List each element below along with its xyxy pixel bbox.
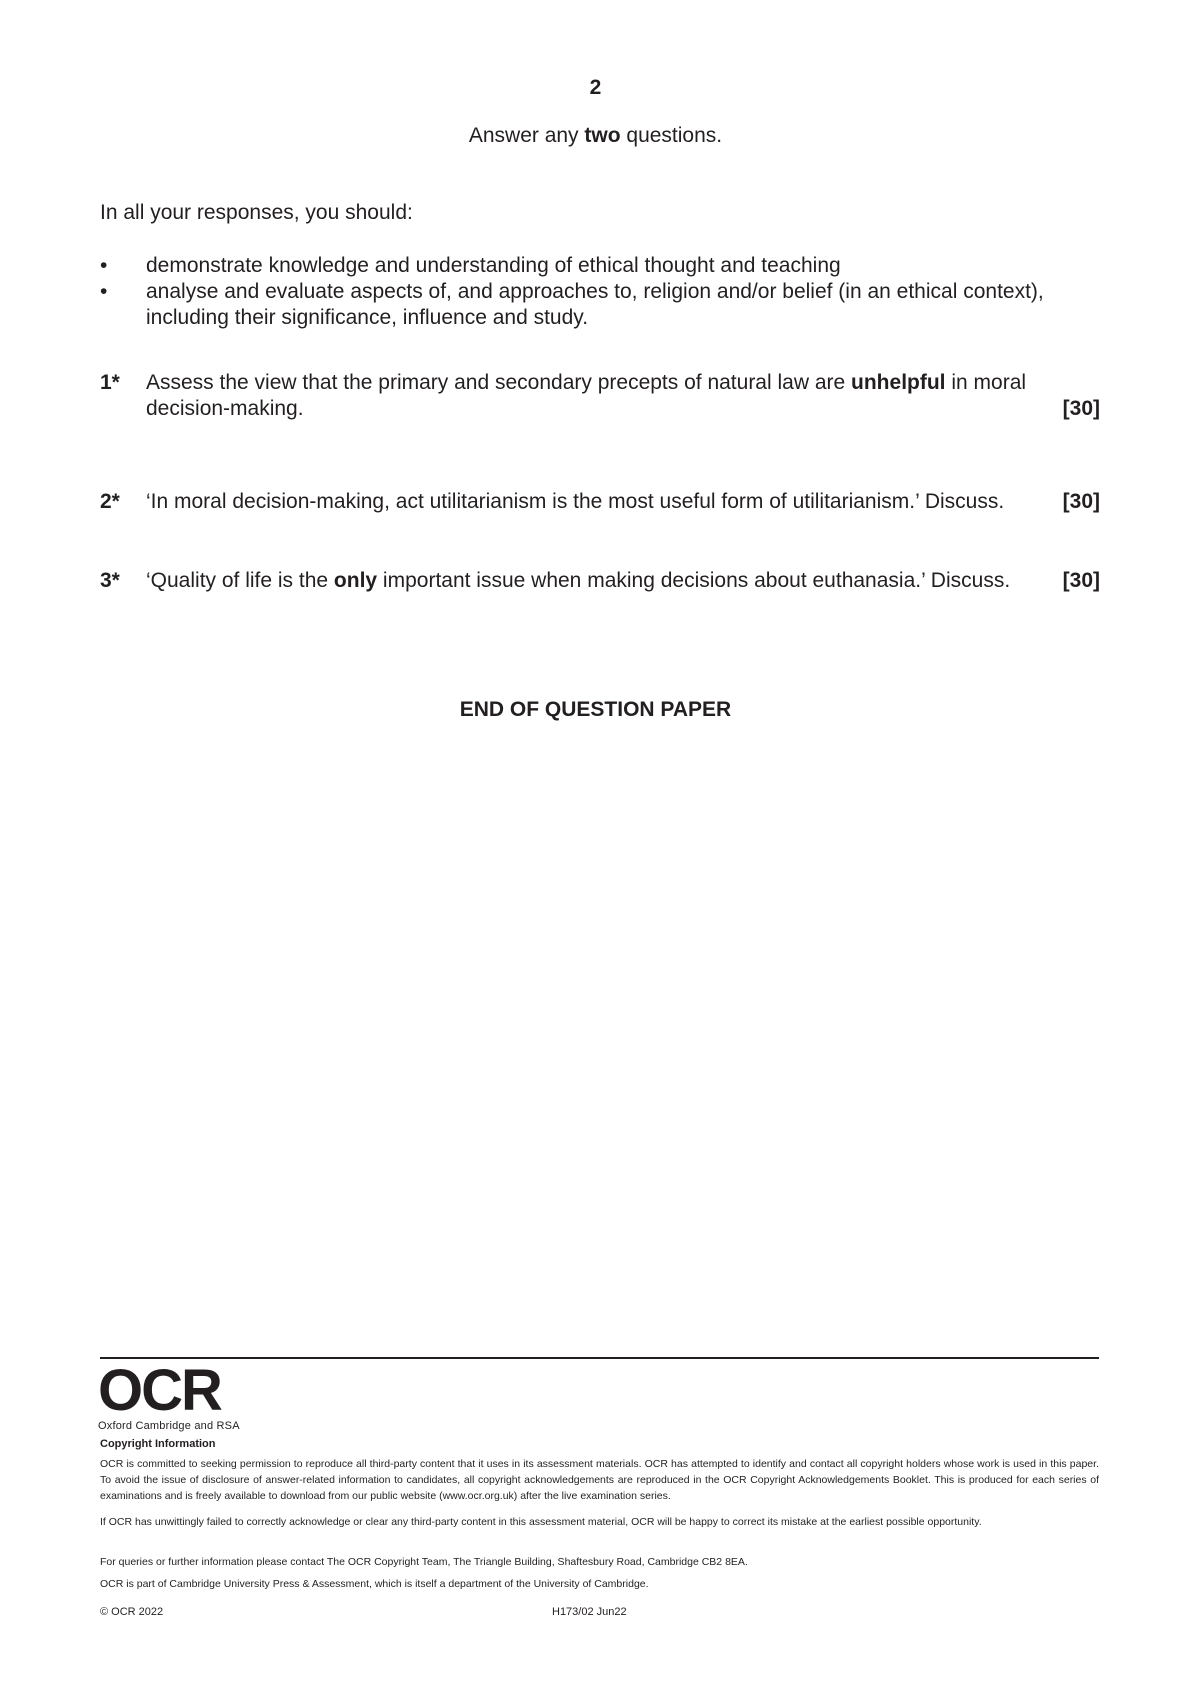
question-marks: [30]: [1062, 490, 1100, 513]
question-number: 1*: [100, 371, 120, 394]
bullet-symbol: •: [100, 254, 108, 277]
list-item: [100, 253, 1100, 279]
footer-divider: [100, 1357, 1099, 1359]
question-body: [146, 370, 1100, 422]
logo-wordmark: OCR: [98, 1358, 221, 1423]
bullet-symbol: •: [100, 280, 108, 303]
page-number: 2: [589, 76, 602, 99]
copyright-mark: © OCR 2022: [100, 1606, 164, 1618]
logo-subtitle: Oxford Cambridge and RSA: [98, 1420, 240, 1432]
question-2: [100, 489, 1100, 515]
question-body: [146, 568, 1100, 594]
copyright-paragraph: OCR is committed to seeking permission to reproduce all third-party content that it uses in its assessment materials. OCR has attempted to identify and contact all copyright holders whose work is used in this paper. To avoid the issue of disclosure of answer-related information to candidates, all copyright acknowledgements are reproduced in the OCR Copyright Acknowledgements Booklet. This is produced for each series of examinations and is freely available to download from our public website (www.ocr.org.uk) after the live examination series.: [100, 1458, 1099, 1502]
question-1: [100, 370, 1100, 422]
question-emphasis: only: [333, 569, 378, 592]
list-item: [100, 279, 1100, 331]
copyright-heading: Copyright Information: [100, 1438, 216, 1450]
instruction: [0, 124, 1191, 148]
copyright-paragraph: If OCR has unwittingly failed to correctly acknowledge or clear any third-party content in this assessment material, OCR will be happy to correct its mistake at the earliest possible opportunity.: [100, 1516, 982, 1528]
copyright-paragraph: For queries or further information please contact The OCR Copyright Team, The Triangle Building, Shaftesbury Road, Cambridge CB2 8EA.: [100, 1556, 748, 1568]
instruction-suffix: questions.: [620, 124, 723, 147]
question-text-end: important issue when making decisions about euthanasia.’ Discuss.: [377, 569, 1011, 592]
question-marks: [30]: [1062, 569, 1100, 592]
bullet-list: [100, 253, 1100, 331]
instruction-prefix: Answer any: [468, 124, 585, 147]
instruction-bold: two: [584, 124, 621, 147]
question-text-end: in moral decision-making.: [146, 371, 1027, 420]
question-text: ‘In moral decision-making, act utilitarianism is the most useful form of utilitarianism.’ Discuss.: [146, 490, 1005, 513]
question-text: Assess the view that the primary and secondary precepts of natural law are: [146, 371, 852, 394]
bullet-text: analyse and evaluate aspects of, and approaches to, religion and/or belief (in an ethical context), including their significance, influence and study.: [146, 280, 1044, 329]
question-body: [146, 489, 1100, 515]
question-number: 2*: [100, 490, 120, 513]
question-marks: [30]: [1062, 397, 1100, 420]
question-number: 3*: [100, 569, 120, 592]
intro-text: In all your responses, you should:: [100, 201, 413, 224]
question-text: ‘Quality of life is the: [146, 569, 334, 592]
bullet-text: demonstrate knowledge and understanding of ethical thought and teaching: [146, 254, 841, 277]
copyright-paragraph: OCR is part of Cambridge University Press & Assessment, which is itself a department of the University of Cambridge.: [100, 1578, 649, 1590]
ocr-logo: [98, 1358, 240, 1432]
question-3: [100, 568, 1100, 594]
paper-code: H173/02 Jun22: [552, 1606, 627, 1618]
question-emphasis: unhelpful: [851, 371, 946, 394]
end-of-paper: END OF QUESTION PAPER: [459, 698, 732, 721]
